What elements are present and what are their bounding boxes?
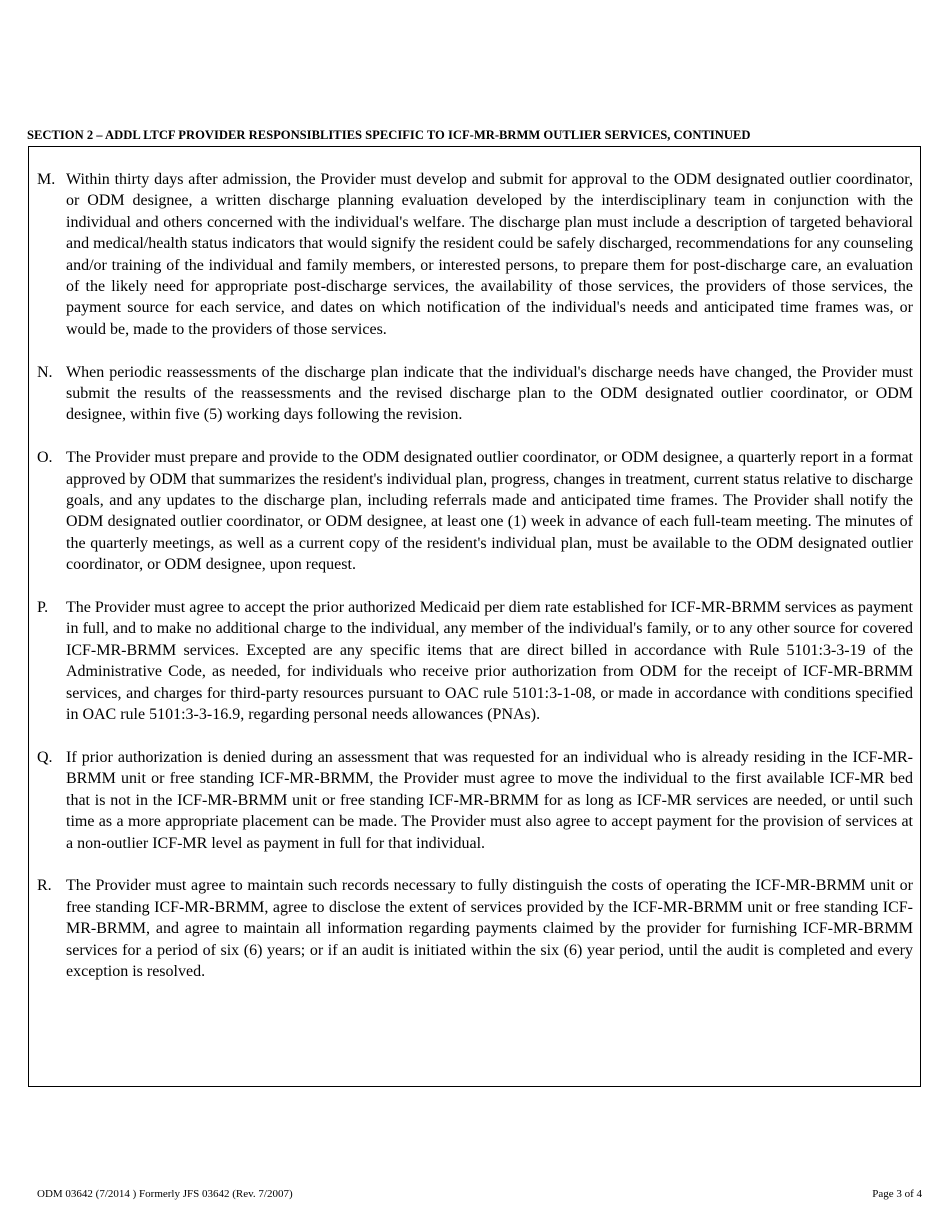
page-number: Page 3 of 4	[872, 1188, 922, 1200]
item-letter: M.	[37, 171, 56, 188]
list-item-p	[37, 597, 913, 725]
item-letter: O.	[37, 449, 53, 467]
form-id-footer: ODM 03642 (7/2014 ) Formerly JFS 03642 (Rev. 7/2007)	[37, 1188, 293, 1200]
item-text: When periodic reassessments of the discharge plan indicate that the individual's discharge needs have changed, the Provider must submit the results of the reassessments and the revised discharge plan to the ODM designated outlier coordinator, or ODM designee, within five (5) working days following the revision.	[66, 363, 913, 424]
list-item-o	[37, 447, 913, 575]
section-heading: SECTION 2 – ADDL LTCF PROVIDER RESPONSIBLITIES SPECIFIC TO ICF-MR-BRMM OUTLIER SERVICES, CONTINUED	[27, 128, 751, 142]
item-list	[37, 169, 913, 1004]
item-text: Within thirty days after admission, the Provider must develop and submit for approval to the ODM designated outlier coordinator, or ODM designee, a written discharge planning evaluation developed by the interdisciplinary team in conjunction with the individual and others concerned with the individual's welfare. The discharge plan must include a description of targeted behavioral and medical/health status indicators that would signify the resident could be safely discharged, recommendations for any counseling and/or training of the individual and family members, or interested persons, to prepare them for post-discharge care, an evaluation of the likely need for appropriate post-discharge services, the availability of those services, the providers of those services, the payment source for each service, and dates on which notification of the individual's needs and anticipated time frames was, or would be, made to the providers of those services.	[66, 171, 913, 338]
item-letter: P.	[37, 599, 49, 617]
list-item-n	[37, 362, 913, 426]
item-text: The Provider must agree to accept the prior authorized Medicaid per diem rate established for ICF-MR-BRMM services as payment in full, and to make no additional charge to the individual, any member of the individual's family, or to any other source for covered ICF-MR-BRMM services. Excepted are any specific items that are direct billed in accordance with Rule 5101:3-3-19 of the Administrative Code, as needed, for individuals who receive prior authorization from ODM for the receipt of ICF-MR-BRMM services, and charges for third-party resources pursuant to OAC rule 5101:3-1-08, or made in accordance with conditions specified in OAC rule 5101:3-3-16.9, regarding personal needs allowances (PNAs).	[66, 599, 913, 724]
item-letter: Q.	[37, 748, 53, 766]
list-item-m	[37, 169, 913, 340]
item-text: The Provider must agree to maintain such records necessary to fully distinguish the costs of operating the ICF-MR-BRMM unit or free standing ICF-MR-BRMM, agree to disclose the extent of services provided by the ICF-MR-BRMM unit or free standing ICF-MR-BRMM, and agree to maintain all information regarding payments claimed by the provider for furnishing ICF-MR-BRMM services for a period of six (6) years; or if an audit is initiated within the six (6) year period, until the audit is completed and every exception is resolved.	[66, 877, 913, 980]
item-letter: R.	[37, 877, 52, 895]
list-item-q	[37, 747, 913, 854]
list-item-r	[37, 875, 913, 982]
item-letter: N.	[37, 363, 53, 381]
item-text: If prior authorization is denied during an assessment that was requested for an individual who is already residing in the ICF-MR-BRMM unit or free standing ICF-MR-BRMM, the Provider must agree to move the individual to the first available ICF-MR bed that is not in the ICF-MR-BRMM unit or free standing ICF-MR-BRMM for as long as ICF-MR services are needed, or until such time as a more appropriate placement can be made. The Provider must also agree to accept payment for the provision of services at a non-outlier ICF-MR level as payment in full for that individual.	[66, 748, 913, 852]
item-text: The Provider must prepare and provide to the ODM designated outlier coordinator, or ODM designee, a quarterly report in a format approved by ODM that summarizes the resident's individual plan, progress, changes in treatment, current status relative to discharge goals, and any updates to the discharge plan, including referrals made and anticipated time frames. The Provider shall notify the ODM designated outlier coordinator, or ODM designee, at least one (1) week in advance of each full-team meeting. The minutes of the quarterly meetings, as well as a current copy of the resident's individual plan, must be available to the ODM designated outlier coordinator, or ODM designee, upon request.	[66, 449, 913, 574]
section-content-box	[28, 146, 921, 1087]
